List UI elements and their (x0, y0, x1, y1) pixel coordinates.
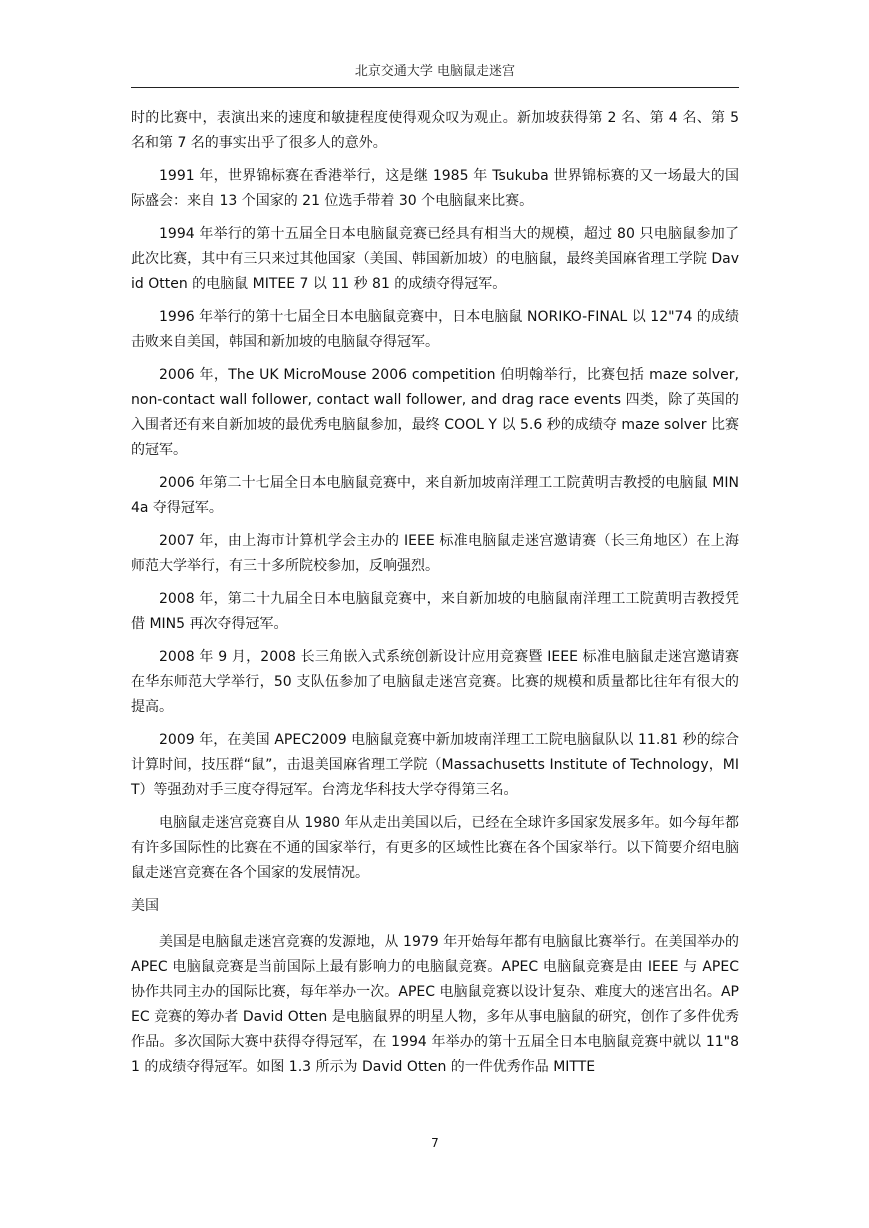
paragraph-2008-shanghai: 2008 年 9 月，2008 长三角嵌入式系统创新设计应用竞赛暨 IEEE 标准电脑鼠走迷宫邀请赛在华东师范大学举行，50 支队伍参加了电脑鼠走迷宫竞赛。比赛的规模和质量都比往年有很大的提高。 (131, 649, 739, 715)
page-number: 7 (431, 1136, 439, 1150)
paragraph-overview: 电脑鼠走迷宫竞赛自从 1980 年从走出美国以后，已经在全球许多国家发展多年。如今每年都有许多国际性的比赛在不通的国家举行，有更多的区域性比赛在各个国家举行。以下简要介绍电脑鼠走迷宫竞赛在各个国家的发展情况。 (131, 815, 739, 881)
paragraph-continuation: 时的比赛中，表演出来的速度和敏捷程度使得观众叹为观止。新加坡获得第 2 名、第 4 名、第 5 名和第 7 名的事实出乎了很多人的意外。 (131, 110, 739, 151)
paragraph-2006-uk: 2006 年，The UK MicroMouse 2006 competition 伯明翰举行，比赛包括 maze solver, non-contact wall follower, contact wall follower, and drag race events 四类，除了英国的入围者还有来自新加坡的最优秀电脑鼠参加，最终 COOL Y 以 5.6 秒的成绩夺 maze solver 比赛的冠军。 (131, 367, 739, 458)
paragraph-1991: 1991 年，世界锦标赛在香港举行，这是继 1985 年 Tsukuba 世界锦标赛的又一场最大的国际盛会：来自 13 个国家的 21 位选手带着 30 个电脑鼠来比赛。 (131, 168, 739, 209)
paragraph-2007: 2007 年，由上海市计算机学会主办的 IEEE 标准电脑鼠走迷宫邀请赛（长三角地区）在上海师范大学举行，有三十多所院校参加，反响强烈。 (131, 533, 739, 574)
running-header: 北京交通大学 电脑鼠走迷宫 (354, 64, 516, 79)
paragraph-2009: 2009 年，在美国 APEC2009 电脑鼠竞赛中新加坡南洋理工工院电脑鼠队以 11.81 秒的综合计算时间，技压群“鼠”，击退美国麻省理工学院（Massachusetts Institute of Technology，MIT）等强劲对手三度夺得冠军。台湾龙华科技大学夺得第三名。 (131, 732, 739, 798)
paragraph-1994: 1994 年举行的第十五届全日本电脑鼠竞赛已经具有相当大的规模，超过 80 只电脑鼠参加了此次比赛，其中有三只来过其他国家（美国、韩国新加坡）的电脑鼠，最终美国麻省理工学院 David Otten 的电脑鼠 MITEE 7 以 11 秒 81 的成绩夺得冠军。 (131, 226, 739, 292)
paragraph-usa: 美国是电脑鼠走迷宫竞赛的发源地，从 1979 年开始每年都有电脑鼠比赛举行。在美国举办的 APEC 电脑鼠竞赛是当前国际上最有影响力的电脑鼠竞赛。APEC 电脑鼠竞赛是由 IEEE 与 APEC 协作共同主办的国际比赛，每年举办一次。APEC 电脑鼠竞赛以设计复杂、难度大的迷宫出名。APEC 竞赛的筹办者 David Otten 是电脑鼠界的明星人物，多年从事电脑鼠的研究，创作了多件优秀作品。多次国际大赛中获得夺得冠军，在 1994 年举办的第十五届全日本电脑鼠竞赛中就以 11"81 的成绩夺得冠军。如图 1.3 所示为 David Otten 的一件优秀作品 MITTE (131, 934, 739, 1075)
paragraph-2008-japan: 2008 年，第二十九届全日本电脑鼠竞赛中，来自新加坡的电脑鼠南洋理工工院黄明吉教授凭借 MIN5 再次夺得冠军。 (131, 591, 739, 632)
paragraph-1996: 1996 年举行的第十七届全日本电脑鼠竞赛中，日本电脑鼠 NORIKO-FINAL 以 12"74 的成绩击败来自美国，韩国和新加坡的电脑鼠夺得冠军。 (131, 309, 739, 350)
header-divider (131, 87, 739, 88)
paragraph-2006-japan: 2006 年第二十七届全日本电脑鼠竞赛中，来自新加坡南洋理工工院黄明吉教授的电脑鼠 MIN4a 夺得冠军。 (131, 475, 739, 516)
section-heading-usa: 美国 (131, 898, 159, 914)
body-text (131, 106, 739, 1088)
